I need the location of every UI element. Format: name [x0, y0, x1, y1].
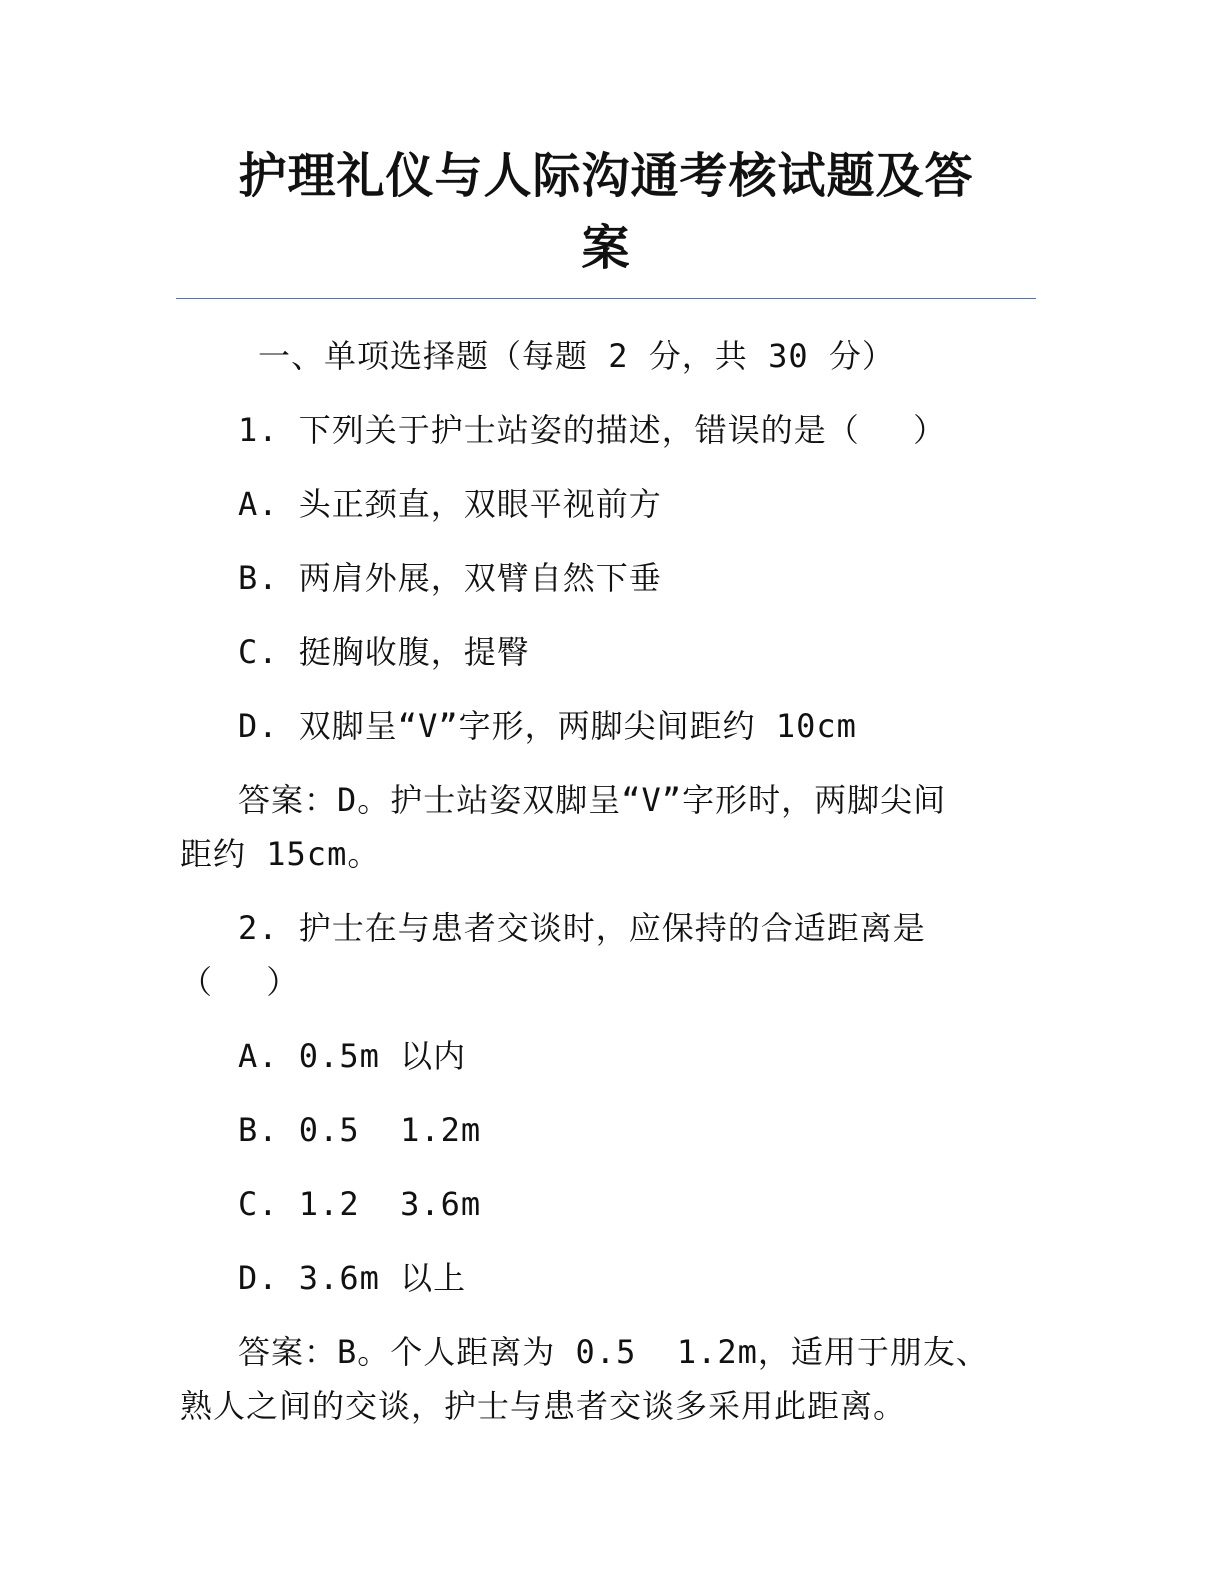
title-divider [176, 298, 1036, 299]
section-heading: 一、单项选择题（每题 2 分，共 30 分） [258, 337, 895, 375]
title-line-1: 护理礼仪与人际沟通考核试题及答 [238, 148, 974, 204]
question-1-option-b: B. 两肩外展，双臂自然下垂 [238, 559, 662, 597]
question-2-stem-cont: （ ） [180, 963, 300, 1001]
question-1-option-d: D. 双脚呈“V”字形，两脚尖间距约 10cm [238, 707, 857, 745]
document-title [176, 140, 1036, 284]
question-1-answer-line-1: 答案：D。护士站姿双脚呈“V”字形时，两脚尖间 [238, 781, 947, 819]
question-2-stem: 2. 护士在与患者交谈时，应保持的合适距离是 [238, 909, 926, 947]
question-1-answer-line-2: 距约 15cm。 [180, 835, 381, 873]
question-2-answer-line-2: 熟人之间的交谈，护士与患者交谈多采用此距离。 [180, 1387, 907, 1425]
title-line-2: 案 [581, 220, 631, 276]
question-2-option-c: C. 1.2 3.6m [238, 1185, 482, 1223]
question-2-answer-line-1: 答案：B。个人距离为 0.5 1.2m，适用于朋友、 [238, 1333, 989, 1371]
question-1-option-a: A. 头正颈直，双眼平视前方 [238, 485, 662, 523]
question-2-option-d: D. 3.6m 以上 [238, 1259, 467, 1297]
question-2-option-a: A. 0.5m 以内 [238, 1037, 467, 1075]
question-1-option-c: C. 挺胸收腹，提臀 [238, 633, 530, 671]
question-2-option-b: B. 0.5 1.2m [238, 1111, 482, 1149]
question-1-stem: 1. 下列关于护士站姿的描述，错误的是（ ） [238, 411, 947, 449]
